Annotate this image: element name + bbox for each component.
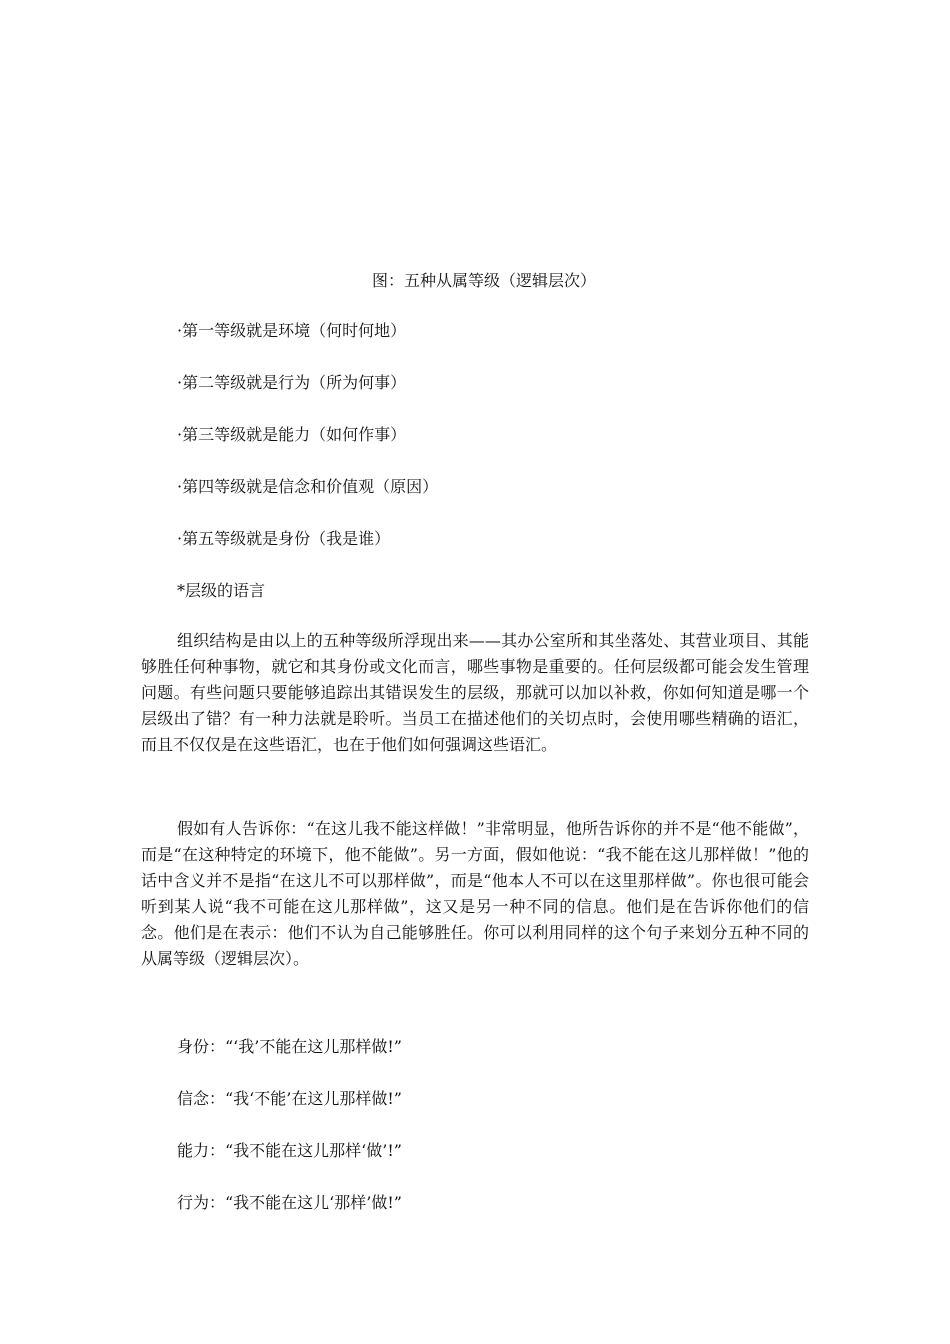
example-behavior: 行为：“我不能在这儿‘那样’做!” [177, 1193, 402, 1212]
level-item-2: ·第二等级就是行为（所为何事） [177, 373, 407, 392]
level-item-4: ·第四等级就是信念和价值观（原因） [177, 477, 439, 496]
example-identity: 身份：“‘我’不能在这儿那样做!” [177, 1037, 402, 1056]
section-heading: *层级的语言 [177, 581, 266, 600]
level-item-5: ·第五等级就是身份（我是谁） [177, 529, 391, 548]
figure-caption: 图：五种从属等级（逻辑层次） [371, 271, 596, 290]
level-item-1: ·第一等级就是环境（何时何地） [177, 321, 407, 340]
example-capability: 能力：“我不能在这儿那样‘做’!” [177, 1141, 402, 1160]
paragraph-1: 组织结构是由以上的五种等级所浮现出来——其办公室所和其坐落处、其营业项目、其能够胜任何种事物，就它和其身份或文化而言，哪些事物是重要的。任何层级都可能会发生管理问题。有些问题只要能够追踪出其错误发生的层级，那就可以加以补救，你如何知道是哪一个层级出了错？有一种力法就是聆听。当员工在描述他们的关切点时，会使用哪些精确的语汇，而且不仅仅是在这些语汇，也在于他们如何强调这些语汇。 [141, 631, 809, 754]
example-belief: 信念：“我‘不能’在这儿那样做!” [177, 1089, 402, 1108]
paragraph-2: 假如有人告诉你：“在这儿我不能这样做！”非常明显，他所告诉你的并不是“他不能做”，而是“在这种特定的环境下，他不能做”。另一方面，假如他说：“我不能在这儿那样做！”他的话中含义并不是指“在这儿不可以那样做”，而是“他本人不可以在这里那样做”。你也很可能会听到某人说“我不可能在这儿那样做”，这又是另一种不同的信息。他们是在告诉你他们的信念。他们是在表示：他们不认为自己能够胜任。你可以利用同样的这个句子来划分五种不同的从属等级（逻辑层次）。 [141, 819, 809, 968]
level-item-3: ·第三等级就是能力（如何作事） [177, 425, 407, 444]
